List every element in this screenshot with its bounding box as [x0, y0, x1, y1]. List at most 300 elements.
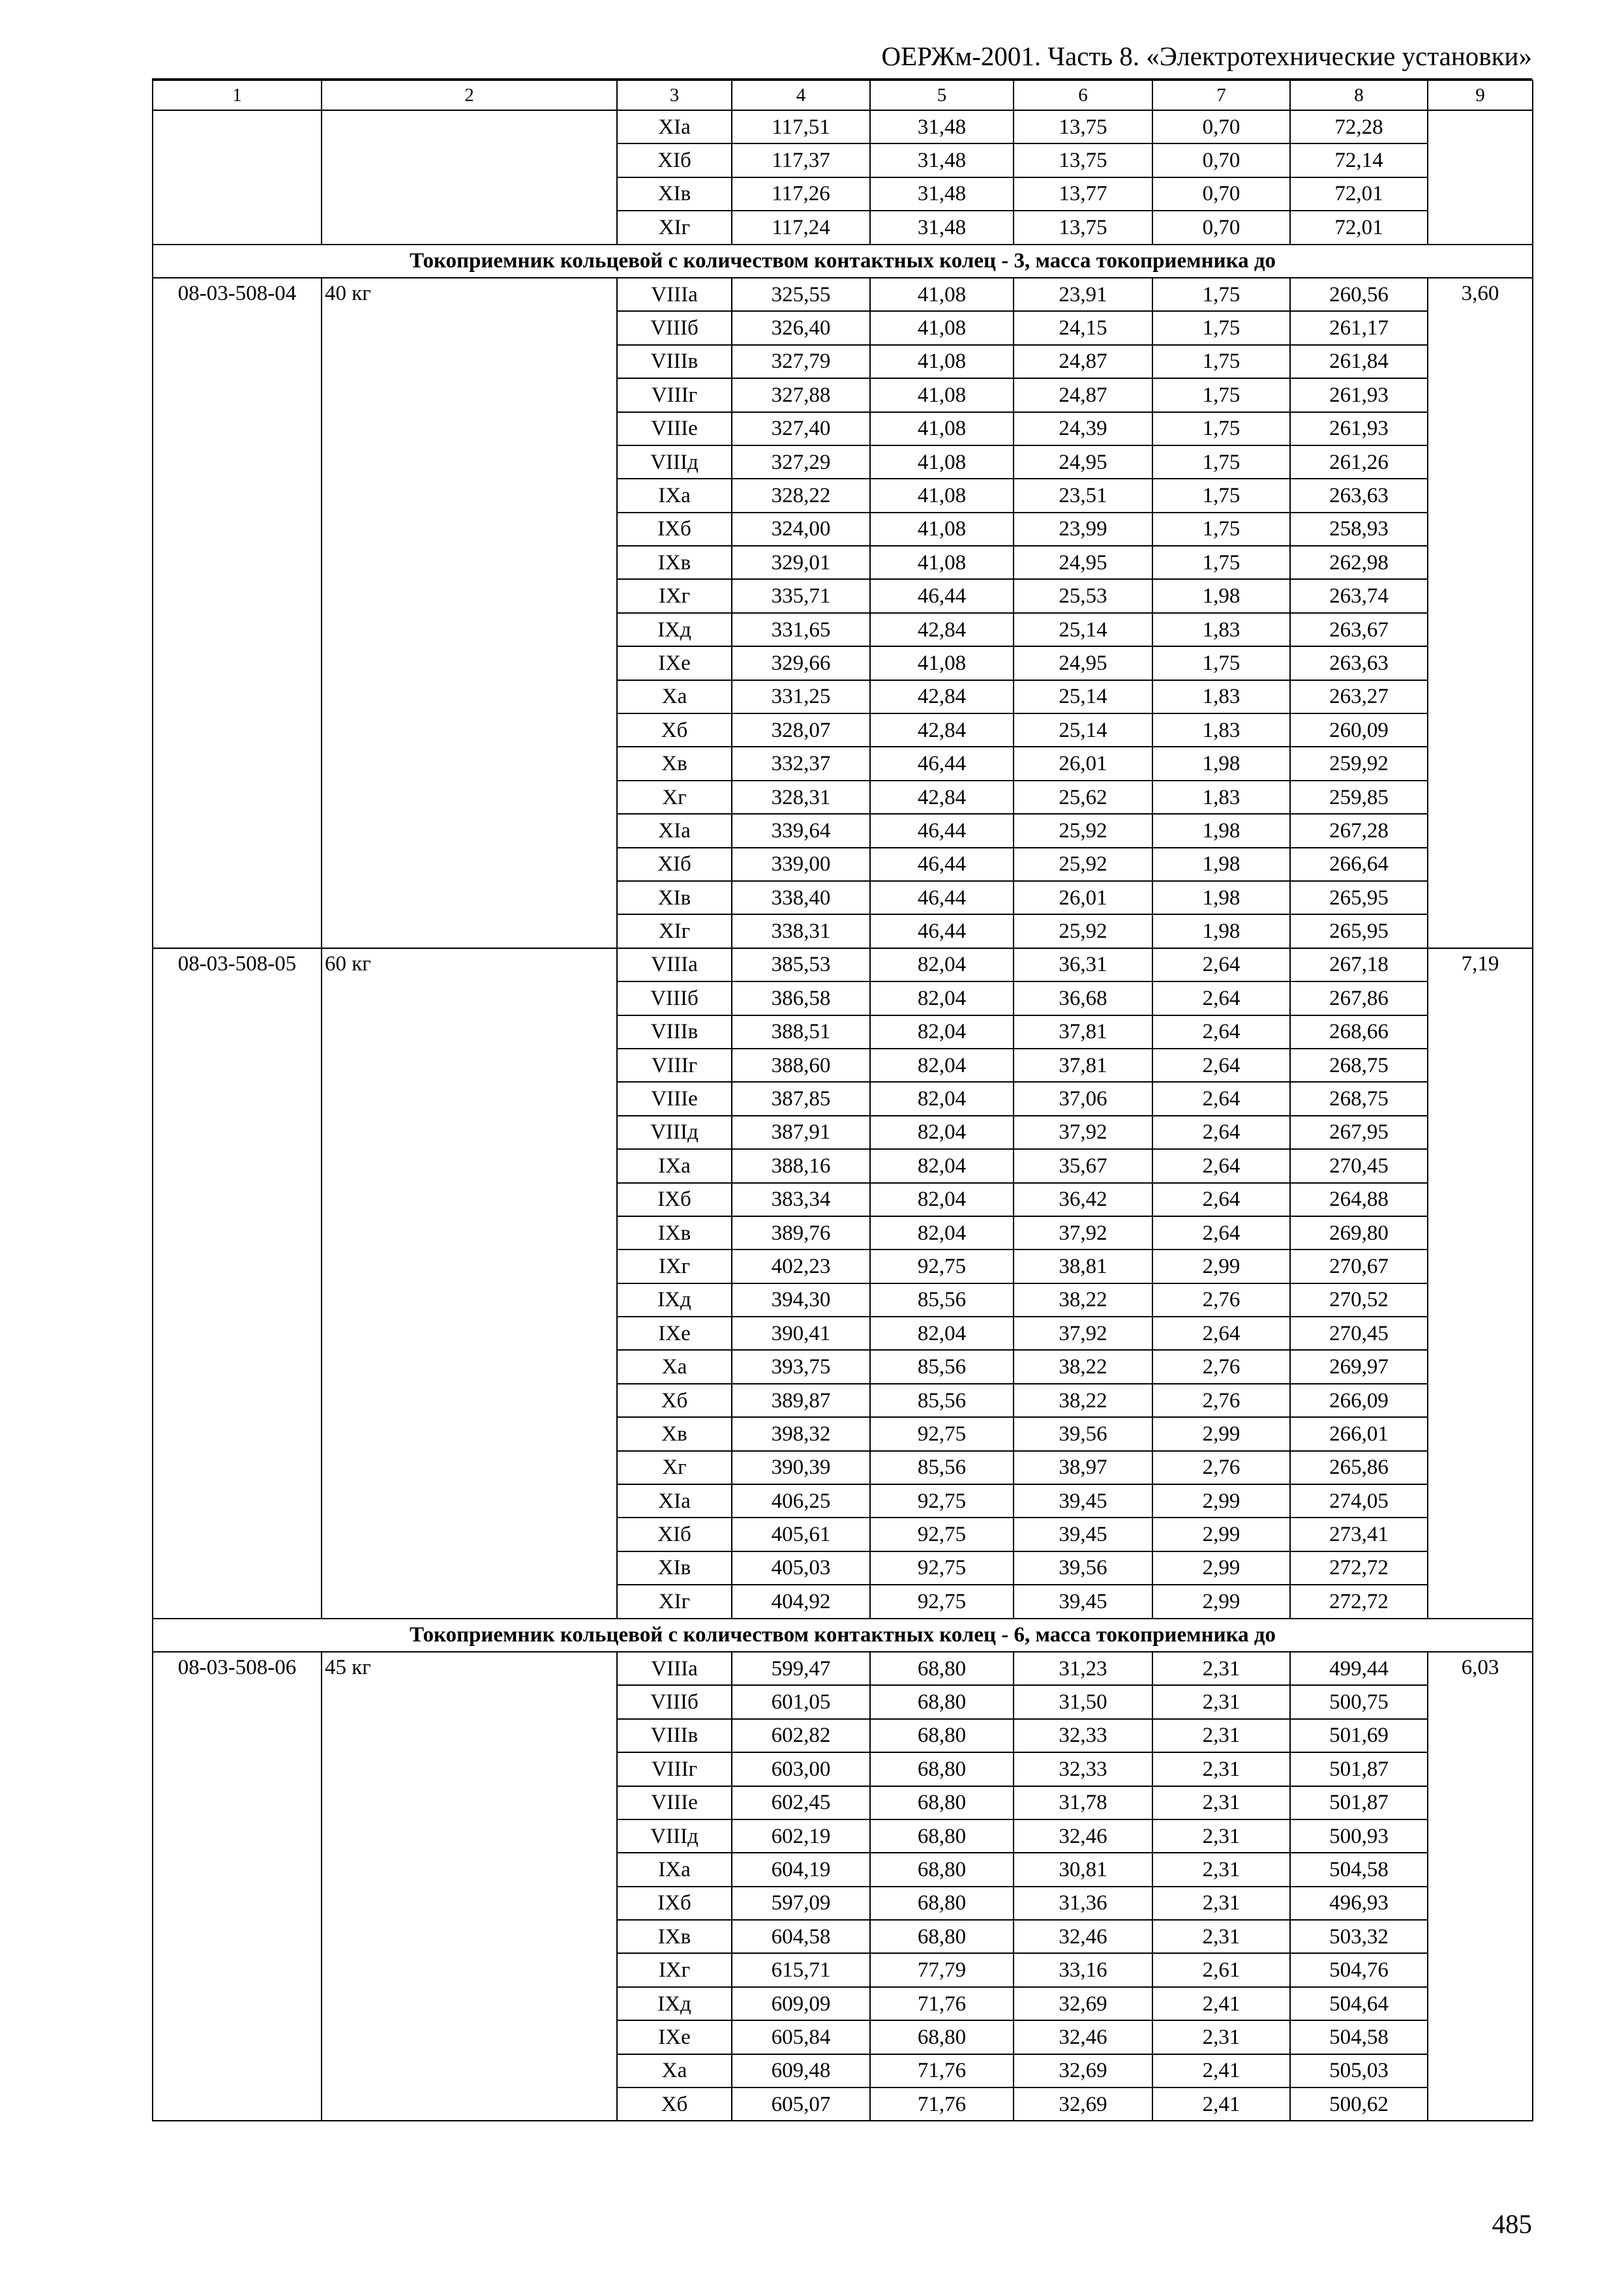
col7-value: 1,83	[1152, 781, 1290, 814]
col5-value: 85,56	[870, 1384, 1014, 1417]
col6-value: 25,14	[1014, 713, 1152, 747]
zone-cell: IXг	[617, 579, 732, 612]
col7-value: 2,31	[1152, 2020, 1290, 2054]
col7-value: 2,64	[1152, 1049, 1290, 1082]
col5-value: 68,80	[870, 1887, 1014, 1920]
col4-value: 609,48	[732, 2054, 870, 2087]
col6-value: 37,92	[1014, 1216, 1152, 1249]
col8-value: 263,63	[1290, 479, 1428, 512]
col5-value: 92,75	[870, 1518, 1014, 1551]
col5-value: 41,08	[870, 546, 1014, 579]
col8-value: 270,45	[1290, 1149, 1428, 1182]
col6-value: 37,92	[1014, 1116, 1152, 1149]
col7-value: 1,75	[1152, 412, 1290, 445]
col7-value: 1,98	[1152, 747, 1290, 780]
zone-cell: IXг	[617, 1953, 732, 1986]
column-number: 4	[732, 80, 870, 110]
col5-value: 46,44	[870, 814, 1014, 847]
page-number: 485	[1492, 2209, 1532, 2239]
col4-value: 339,64	[732, 814, 870, 847]
zone-cell: IXе	[617, 1317, 732, 1350]
col5-value: 46,44	[870, 579, 1014, 612]
col7-value: 1,75	[1152, 278, 1290, 311]
col7-value: 2,31	[1152, 1719, 1290, 1752]
col8-value: 72,14	[1290, 143, 1428, 177]
col4-value: 404,92	[732, 1585, 870, 1618]
col4-value: 331,25	[732, 680, 870, 713]
col7-value: 2,31	[1152, 1685, 1290, 1718]
col4-value: 387,91	[732, 1116, 870, 1149]
col7-value: 0,70	[1152, 211, 1290, 244]
col8-value: 267,95	[1290, 1116, 1428, 1149]
col8-value: 266,64	[1290, 848, 1428, 881]
col5-value: 82,04	[870, 1183, 1014, 1216]
col7-value: 1,83	[1152, 613, 1290, 646]
col5-value: 42,84	[870, 713, 1014, 747]
rate-code: 08-03-508-04	[153, 278, 322, 948]
col7-value: 1,75	[1152, 378, 1290, 411]
col5-value: 68,80	[870, 1685, 1014, 1718]
col5-value: 31,48	[870, 110, 1014, 143]
col5-value: 41,08	[870, 378, 1014, 411]
rate-code: 08-03-508-06	[153, 1652, 322, 2121]
zone-cell: Xг	[617, 781, 732, 814]
col4-value: 325,55	[732, 278, 870, 311]
zone-cell: VIIIе	[617, 412, 732, 445]
col7-value: 2,64	[1152, 1317, 1290, 1350]
col5-value: 92,75	[870, 1585, 1014, 1618]
col7-value: 2,61	[1152, 1953, 1290, 1986]
zone-cell: VIIIб	[617, 1685, 732, 1718]
zone-cell: Xб	[617, 1384, 732, 1417]
col8-value: 268,75	[1290, 1082, 1428, 1115]
col4-value: 383,34	[732, 1183, 870, 1216]
col5-value: 71,76	[870, 1987, 1014, 2020]
col5-value: 92,75	[870, 1249, 1014, 1283]
col5-value: 68,80	[870, 1819, 1014, 1853]
col4-value: 604,19	[732, 1853, 870, 1886]
col5-value: 71,76	[870, 2054, 1014, 2087]
col4-value: 602,82	[732, 1719, 870, 1752]
col4-value: 328,31	[732, 781, 870, 814]
section-heading-row	[153, 245, 1533, 278]
col4-value: 327,29	[732, 445, 870, 479]
zone-cell: VIIIг	[617, 1049, 732, 1082]
col7-value: 2,76	[1152, 1451, 1290, 1484]
col8-value: 265,95	[1290, 914, 1428, 948]
col6-value: 23,99	[1014, 513, 1152, 546]
col8-value: 263,27	[1290, 680, 1428, 713]
col7-value: 1,98	[1152, 848, 1290, 881]
col8-value: 274,05	[1290, 1484, 1428, 1518]
col5-value: 41,08	[870, 278, 1014, 311]
col8-value: 270,67	[1290, 1249, 1428, 1283]
col8-value: 500,93	[1290, 1819, 1428, 1853]
col8-value: 260,09	[1290, 713, 1428, 747]
col6-value: 13,77	[1014, 177, 1152, 211]
rate-name: 40 кг	[322, 278, 617, 948]
col8-value: 267,18	[1290, 948, 1428, 981]
col8-value: 72,01	[1290, 211, 1428, 244]
col8-value: 261,84	[1290, 345, 1428, 378]
col8-value: 270,52	[1290, 1283, 1428, 1317]
col6-value: 37,81	[1014, 1049, 1152, 1082]
zone-cell: XIб	[617, 143, 732, 177]
col6-value: 37,81	[1014, 1015, 1152, 1049]
col5-value: 41,08	[870, 412, 1014, 445]
col8-value: 267,28	[1290, 814, 1428, 847]
col9-value: 7,19	[1428, 948, 1533, 1619]
col7-value: 2,64	[1152, 981, 1290, 1015]
col6-value: 33,16	[1014, 1953, 1152, 1986]
col8-value: 72,01	[1290, 177, 1428, 211]
col5-value: 41,08	[870, 311, 1014, 344]
col6-value: 25,53	[1014, 579, 1152, 612]
zone-cell: IXд	[617, 613, 732, 646]
col6-value: 23,91	[1014, 278, 1152, 311]
col7-value: 1,83	[1152, 680, 1290, 713]
col8-value: 504,58	[1290, 2020, 1428, 2054]
zone-cell: Xа	[617, 1350, 732, 1383]
col8-value: 504,58	[1290, 1853, 1428, 1886]
col5-value: 31,48	[870, 177, 1014, 211]
col6-value: 31,50	[1014, 1685, 1152, 1718]
col4-value: 405,61	[732, 1518, 870, 1551]
rate-code: 08-03-508-05	[153, 948, 322, 1619]
zone-cell: VIIIг	[617, 1752, 732, 1786]
zone-cell: XIа	[617, 1484, 732, 1518]
col8-value: 268,75	[1290, 1049, 1428, 1082]
col4-value: 326,40	[732, 311, 870, 344]
col8-value: 258,93	[1290, 513, 1428, 546]
col7-value: 2,99	[1152, 1484, 1290, 1518]
zone-cell: IXа	[617, 1149, 732, 1182]
col7-value: 2,64	[1152, 1216, 1290, 1249]
zone-cell: VIIIе	[617, 1786, 732, 1819]
col4-value: 386,58	[732, 981, 870, 1015]
zone-cell: IXб	[617, 1887, 732, 1920]
col4-value: 338,40	[732, 881, 870, 914]
col6-value: 13,75	[1014, 143, 1152, 177]
col5-value: 42,84	[870, 613, 1014, 646]
col4-value: 609,09	[732, 1987, 870, 2020]
col6-value: 25,92	[1014, 848, 1152, 881]
zone-cell: IXе	[617, 646, 732, 680]
column-number: 8	[1290, 80, 1428, 110]
col8-value: 265,86	[1290, 1451, 1428, 1484]
zone-cell: IXд	[617, 1987, 732, 2020]
col8-value: 272,72	[1290, 1585, 1428, 1618]
col5-value: 68,80	[870, 1752, 1014, 1786]
col4-value: 328,22	[732, 479, 870, 512]
zone-cell: VIIIб	[617, 311, 732, 344]
col8-value: 503,32	[1290, 1920, 1428, 1953]
column-number: 3	[617, 80, 732, 110]
col4-value: 117,24	[732, 211, 870, 244]
col6-value: 37,92	[1014, 1317, 1152, 1350]
col6-value: 31,78	[1014, 1786, 1152, 1819]
col9-value: 3,60	[1428, 278, 1533, 948]
col7-value: 2,64	[1152, 948, 1290, 981]
column-number: 2	[322, 80, 617, 110]
col6-value: 32,46	[1014, 1819, 1152, 1853]
col4-value: 604,58	[732, 1920, 870, 1953]
zone-cell: Xв	[617, 747, 732, 780]
col8-value: 266,09	[1290, 1384, 1428, 1417]
col6-value: 24,95	[1014, 646, 1152, 680]
col8-value: 504,76	[1290, 1953, 1428, 1986]
col4-value: 327,79	[732, 345, 870, 378]
col8-value: 266,01	[1290, 1417, 1428, 1450]
col9-value: 6,03	[1428, 1652, 1533, 2121]
col6-value: 39,56	[1014, 1417, 1152, 1450]
col4-value: 339,00	[732, 848, 870, 881]
zone-cell: Xа	[617, 2054, 732, 2087]
col5-value: 92,75	[870, 1484, 1014, 1518]
zone-cell: XIв	[617, 1551, 732, 1585]
col7-value: 2,64	[1152, 1082, 1290, 1115]
col7-value: 2,76	[1152, 1350, 1290, 1383]
col7-value: 2,31	[1152, 1920, 1290, 1953]
col8-value: 501,69	[1290, 1719, 1428, 1752]
zone-cell: IXв	[617, 546, 732, 579]
col6-value: 36,68	[1014, 981, 1152, 1015]
col8-value: 265,95	[1290, 881, 1428, 914]
col5-value: 82,04	[870, 1149, 1014, 1182]
col6-value: 23,51	[1014, 479, 1152, 512]
zone-cell: VIIIд	[617, 1819, 732, 1853]
col5-value: 68,80	[870, 1652, 1014, 1685]
zone-cell: VIIIб	[617, 981, 732, 1015]
zone-cell: VIIIв	[617, 1015, 732, 1049]
col6-value: 24,39	[1014, 412, 1152, 445]
zone-cell: XIб	[617, 848, 732, 881]
col5-value: 31,48	[870, 143, 1014, 177]
column-number: 1	[153, 80, 322, 110]
col5-value: 68,80	[870, 1719, 1014, 1752]
column-number-row	[153, 80, 1533, 110]
zone-cell: IXб	[617, 513, 732, 546]
zone-cell: VIIIг	[617, 378, 732, 411]
col4-value: 335,71	[732, 579, 870, 612]
col4-value: 332,37	[732, 747, 870, 780]
zone-cell: Xв	[617, 1417, 732, 1450]
zone-cell: Xб	[617, 713, 732, 747]
col4-value: 602,19	[732, 1819, 870, 1853]
rate-name: 60 кг	[322, 948, 617, 1619]
col6-value: 32,69	[1014, 1987, 1152, 2020]
col4-value: 599,47	[732, 1652, 870, 1685]
col5-value: 82,04	[870, 948, 1014, 981]
col5-value: 92,75	[870, 1417, 1014, 1450]
rate-name	[322, 110, 617, 245]
zone-cell: XIа	[617, 110, 732, 143]
col4-value: 117,26	[732, 177, 870, 211]
col7-value: 2,41	[1152, 1987, 1290, 2020]
col4-value: 615,71	[732, 1953, 870, 1986]
col8-value: 504,64	[1290, 1987, 1428, 2020]
col6-value: 32,69	[1014, 2054, 1152, 2087]
col7-value: 2,99	[1152, 1249, 1290, 1283]
col5-value: 85,56	[870, 1350, 1014, 1383]
col4-value: 117,37	[732, 143, 870, 177]
col7-value: 1,98	[1152, 579, 1290, 612]
rate-name: 45 кг	[322, 1652, 617, 2121]
zone-cell: VIIIе	[617, 1082, 732, 1115]
col5-value: 82,04	[870, 1082, 1014, 1115]
col4-value: 390,39	[732, 1451, 870, 1484]
col7-value: 2,41	[1152, 2054, 1290, 2087]
col4-value: 331,65	[732, 613, 870, 646]
zone-cell: Xг	[617, 1451, 732, 1484]
zone-cell: IXг	[617, 1249, 732, 1283]
col5-value: 46,44	[870, 747, 1014, 780]
col7-value: 2,99	[1152, 1551, 1290, 1585]
col5-value: 46,44	[870, 848, 1014, 881]
col6-value: 26,01	[1014, 747, 1152, 780]
col5-value: 82,04	[870, 1015, 1014, 1049]
zone-cell: VIIIа	[617, 278, 732, 311]
col7-value: 0,70	[1152, 110, 1290, 143]
col7-value: 2,64	[1152, 1149, 1290, 1182]
col4-value: 393,75	[732, 1350, 870, 1383]
col8-value: 269,97	[1290, 1350, 1428, 1383]
col7-value: 1,98	[1152, 814, 1290, 847]
col4-value: 338,31	[732, 914, 870, 948]
col8-value: 273,41	[1290, 1518, 1428, 1551]
column-number: 5	[870, 80, 1014, 110]
col5-value: 77,79	[870, 1953, 1014, 1986]
zone-cell: XIг	[617, 211, 732, 244]
col4-value: 327,88	[732, 378, 870, 411]
col4-value: 405,03	[732, 1551, 870, 1585]
zone-cell: IXа	[617, 1853, 732, 1886]
col8-value: 499,44	[1290, 1652, 1428, 1685]
col8-value: 267,86	[1290, 981, 1428, 1015]
col8-value: 263,74	[1290, 579, 1428, 612]
col6-value: 32,33	[1014, 1719, 1152, 1752]
col6-value: 35,67	[1014, 1149, 1152, 1182]
zone-cell: VIIIд	[617, 1116, 732, 1149]
col4-value: 388,16	[732, 1149, 870, 1182]
col5-value: 68,80	[870, 1920, 1014, 1953]
zone-cell: IXд	[617, 1283, 732, 1317]
col5-value: 82,04	[870, 1049, 1014, 1082]
col5-value: 85,56	[870, 1451, 1014, 1484]
col4-value: 385,53	[732, 948, 870, 981]
column-number: 6	[1014, 80, 1152, 110]
col7-value: 0,70	[1152, 177, 1290, 211]
col9-value	[1428, 110, 1533, 245]
zone-cell: VIIIв	[617, 345, 732, 378]
col8-value: 270,45	[1290, 1317, 1428, 1350]
col6-value: 39,56	[1014, 1551, 1152, 1585]
zone-cell: IXа	[617, 479, 732, 512]
col6-value: 13,75	[1014, 110, 1152, 143]
zone-cell: XIв	[617, 177, 732, 211]
col8-value: 262,98	[1290, 546, 1428, 579]
col6-value: 39,45	[1014, 1518, 1152, 1551]
col5-value: 42,84	[870, 680, 1014, 713]
col8-value: 72,28	[1290, 110, 1428, 143]
col7-value: 2,41	[1152, 2087, 1290, 2121]
col6-value: 38,81	[1014, 1249, 1152, 1283]
col7-value: 1,98	[1152, 881, 1290, 914]
rates-body	[153, 110, 1533, 2121]
column-number: 9	[1428, 80, 1533, 110]
col7-value: 1,75	[1152, 513, 1290, 546]
col7-value: 1,83	[1152, 713, 1290, 747]
col5-value: 41,08	[870, 479, 1014, 512]
col4-value: 389,76	[732, 1216, 870, 1249]
col4-value: 394,30	[732, 1283, 870, 1317]
col8-value: 263,63	[1290, 646, 1428, 680]
col7-value: 1,75	[1152, 646, 1290, 680]
zone-cell: Xа	[617, 680, 732, 713]
col6-value: 36,31	[1014, 948, 1152, 981]
col7-value: 2,64	[1152, 1015, 1290, 1049]
col6-value: 24,95	[1014, 546, 1152, 579]
col4-value: 387,85	[732, 1082, 870, 1115]
col6-value: 39,45	[1014, 1585, 1152, 1618]
section-heading: Токоприемник кольцевой с количеством контактных колец - 3, масса токоприемника до	[153, 245, 1533, 278]
col4-value: 597,09	[732, 1887, 870, 1920]
col6-value: 32,46	[1014, 2020, 1152, 2054]
col6-value: 30,81	[1014, 1853, 1152, 1886]
zone-cell: IXв	[617, 1920, 732, 1953]
col8-value: 261,93	[1290, 412, 1428, 445]
table-row	[153, 278, 1533, 311]
col6-value: 25,14	[1014, 680, 1152, 713]
col7-value: 1,75	[1152, 445, 1290, 479]
col7-value: 0,70	[1152, 143, 1290, 177]
col6-value: 38,22	[1014, 1283, 1152, 1317]
col6-value: 38,97	[1014, 1451, 1152, 1484]
col6-value: 25,92	[1014, 814, 1152, 847]
col5-value: 82,04	[870, 1216, 1014, 1249]
zone-cell: VIIIа	[617, 1652, 732, 1685]
col6-value: 25,14	[1014, 613, 1152, 646]
col5-value: 68,80	[870, 1853, 1014, 1886]
col6-value: 32,46	[1014, 1920, 1152, 1953]
col5-value: 41,08	[870, 345, 1014, 378]
col8-value: 272,72	[1290, 1551, 1428, 1585]
col6-value: 37,06	[1014, 1082, 1152, 1115]
table-row	[153, 110, 1533, 143]
col5-value: 41,08	[870, 646, 1014, 680]
col8-value: 501,87	[1290, 1786, 1428, 1819]
col7-value: 2,31	[1152, 1786, 1290, 1819]
col7-value: 2,31	[1152, 1752, 1290, 1786]
col4-value: 324,00	[732, 513, 870, 546]
col6-value: 31,23	[1014, 1652, 1152, 1685]
zone-cell: XIа	[617, 814, 732, 847]
col5-value: 85,56	[870, 1283, 1014, 1317]
col7-value: 2,31	[1152, 1853, 1290, 1886]
col7-value: 2,76	[1152, 1384, 1290, 1417]
section-heading-row	[153, 1619, 1533, 1652]
zone-cell: XIв	[617, 881, 732, 914]
col5-value: 82,04	[870, 1317, 1014, 1350]
col7-value: 2,31	[1152, 1819, 1290, 1853]
col5-value: 31,48	[870, 211, 1014, 244]
col4-value: 329,01	[732, 546, 870, 579]
table-row	[153, 1652, 1533, 1685]
col7-value: 1,98	[1152, 914, 1290, 948]
col8-value: 500,75	[1290, 1685, 1428, 1718]
col7-value: 2,99	[1152, 1585, 1290, 1618]
col7-value: 2,31	[1152, 1887, 1290, 1920]
